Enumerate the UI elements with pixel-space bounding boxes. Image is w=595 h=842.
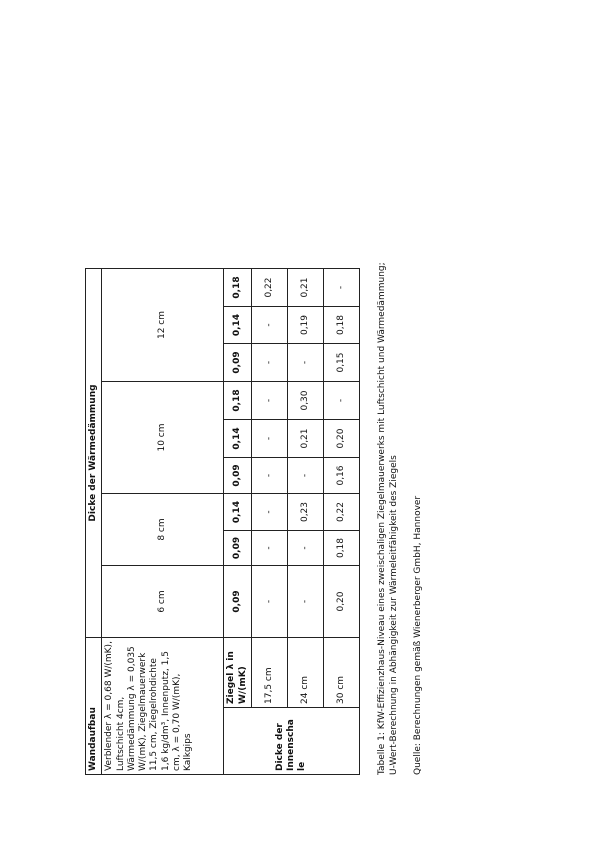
- value-cell: 0,22: [251, 269, 287, 307]
- value-cell: -: [251, 494, 287, 531]
- value-cell: 0,22: [323, 494, 359, 531]
- value-cell: -: [251, 531, 287, 566]
- value-cell: -: [251, 420, 287, 458]
- value-cell: -: [323, 382, 359, 420]
- lambda-cell: 0,18: [224, 269, 252, 307]
- value-cell: -: [251, 382, 287, 420]
- value-cell: 0,19: [287, 307, 323, 344]
- value-cell: 0,15: [323, 344, 359, 382]
- header-dicke-waermedaemmung: Dicke der Wärmedämmung: [86, 269, 102, 638]
- lambda-cell: 0,09: [224, 458, 252, 494]
- value-cell: -: [287, 531, 323, 566]
- value-cell: -: [323, 269, 359, 307]
- thickness-8cm: 8 cm: [102, 494, 224, 566]
- table-row: [323, 269, 359, 775]
- table-caption: [376, 215, 400, 775]
- caption-line-2: U-Wert-Berechnung in Abhängigkeit zur Wärmeleitfähigkeit des Ziegels: [389, 455, 399, 775]
- wall-description: Verblender λ = 0,68 W/(mK), Luftschicht 4cm, Wärmedämmung λ = 0,035 W/(mK), Ziegelmauerwerk 11,5 cm, Ziegelrohdichte 1,6 kg/dm³, Innenputz, 1,5 cm, λ = 0,70 W/(mK), Kalkgips: [102, 638, 224, 775]
- value-cell: -: [287, 566, 323, 638]
- lambda-cell: 0,14: [224, 494, 252, 531]
- value-cell: -: [251, 566, 287, 638]
- header-wandaufbau: Wandaufbau: [86, 638, 102, 775]
- value-cell: 0,23: [287, 494, 323, 531]
- header-row-1: [86, 269, 102, 775]
- lambda-cell: 0,09: [224, 344, 252, 382]
- value-cell: -: [251, 344, 287, 382]
- value-cell: 0,18: [323, 531, 359, 566]
- value-cell: -: [251, 458, 287, 494]
- lambda-cell: 0,09: [224, 566, 252, 638]
- value-cell: 0,16: [323, 458, 359, 494]
- value-cell: 0,18: [323, 307, 359, 344]
- lambda-cell: 0,14: [224, 307, 252, 344]
- table-row: [287, 269, 323, 775]
- value-cell: 0,21: [287, 269, 323, 307]
- table-row: [251, 269, 287, 775]
- value-cell: -: [251, 307, 287, 344]
- lambda-row: [224, 269, 252, 775]
- row-label: 30 cm: [323, 638, 359, 708]
- thickness-12cm: 12 cm: [102, 269, 224, 382]
- thickness-10cm: 10 cm: [102, 382, 224, 494]
- lambda-cell: 0,18: [224, 382, 252, 420]
- thickness-6cm: 6 cm: [102, 566, 224, 638]
- lambda-cell: 0,09: [224, 531, 252, 566]
- value-cell: 0,21: [287, 420, 323, 458]
- value-cell: -: [287, 458, 323, 494]
- row-label: 24 cm: [287, 638, 323, 708]
- u-value-table: [85, 268, 360, 775]
- header-ziegel: Ziegel λ in W/(mK): [224, 638, 252, 708]
- caption-line-1: Tabelle 1: KfW-Effizienzhaus-Niveau eines zweischaligen Ziegelmauerwerks mit Luftschicht und Wärmedämmung;: [377, 262, 387, 775]
- value-cell: 0,20: [323, 566, 359, 638]
- lambda-cell: 0,14: [224, 420, 252, 458]
- value-cell: 0,20: [323, 420, 359, 458]
- header-dicke-innenschale: Dicke der Innenscha le: [224, 708, 360, 775]
- value-cell: 0,30: [287, 382, 323, 420]
- value-cell: -: [287, 344, 323, 382]
- header-row-2: [102, 269, 224, 775]
- row-label: 17,5 cm: [251, 638, 287, 708]
- source-note: Quelle: Berechnungen gemäß Wienerberger GmbH, Hannover: [413, 495, 423, 775]
